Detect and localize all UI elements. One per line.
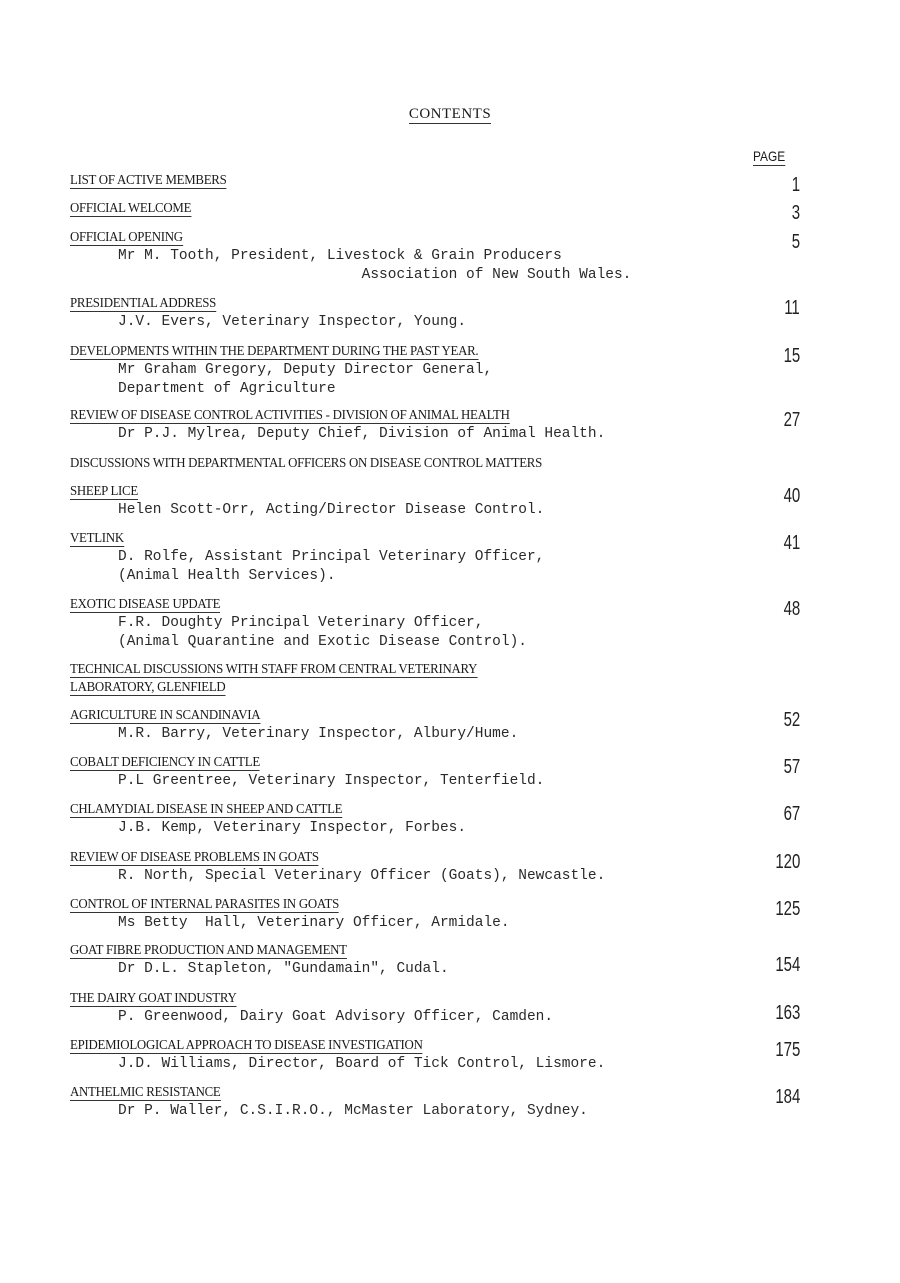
entry-page-number: 57 <box>783 756 800 778</box>
entry-page-number: 1 <box>791 174 800 196</box>
toc-entry <box>70 530 800 586</box>
entry-title <box>70 849 742 867</box>
entry-title-text: THE DAIRY GOAT INDUSTRY <box>70 991 237 1006</box>
entry-title <box>70 801 742 819</box>
entry-title <box>70 754 742 772</box>
toc-entry <box>70 229 800 285</box>
entry-title-text: CONTROL OF INTERNAL PARASITES IN GOATS <box>70 897 339 912</box>
entry-title <box>70 483 742 501</box>
entry-title-text: EXOTIC DISEASE UPDATE <box>70 597 221 612</box>
toc-entry <box>70 596 800 652</box>
entry-page-number: 5 <box>791 231 800 253</box>
entry-author: J.D. Williams, Director, Board of Tick Control, Lismore. <box>118 1056 606 1072</box>
entry-page-number: 52 <box>783 709 800 731</box>
toc-entry <box>70 990 800 1027</box>
entry-author: Dr P. Waller, C.S.I.R.O., McMaster Laboratory, Sydney. <box>118 1103 588 1119</box>
entry-title <box>70 990 742 1008</box>
entry-title-text: AGRICULTURE IN SCANDINAVIA <box>70 708 261 723</box>
entry-page-number: 48 <box>783 598 800 620</box>
page-column-header: PAGE <box>753 148 786 164</box>
entry-title-text: OFFICIAL WELCOME <box>70 201 192 216</box>
entry-title <box>70 1084 742 1102</box>
entry-title-text: DISCUSSIONS WITH DEPARTMENTAL OFFICERS ON DISEASE CONTROL MATTERS <box>70 456 543 471</box>
toc-entry <box>70 295 800 332</box>
entry-title-text: ANTHELMIC RESISTANCE <box>70 1085 221 1100</box>
entry-title-text: LABORATORY, GLENFIELD <box>70 680 226 695</box>
entry-page-number: 184 <box>774 1086 800 1108</box>
page-title <box>0 106 900 123</box>
entry-author: P. Greenwood, Dairy Goat Advisory Officer, Camden. <box>118 1009 554 1025</box>
entry-title <box>70 942 742 960</box>
entry-author: M.R. Barry, Veterinary Inspector, Albury/Hume. <box>118 726 519 742</box>
entry-title <box>70 707 742 725</box>
entry-page-number: 175 <box>774 1039 800 1061</box>
entry-author: (Animal Quarantine and Exotic Disease Control). <box>118 634 527 650</box>
toc-entry <box>70 896 800 933</box>
entry-title <box>70 596 742 614</box>
entry-title-text: CHLAMYDIAL DISEASE IN SHEEP AND CATTLE <box>70 802 343 817</box>
entry-author: Association of New South Wales. <box>118 267 632 283</box>
entry-author: (Animal Health Services). <box>118 568 336 584</box>
entry-author: Dr D.L. Stapleton, "Gundamain", Cudal. <box>118 961 449 977</box>
toc-entry <box>70 849 800 886</box>
entry-page-number: 154 <box>774 954 800 976</box>
entry-page-number: 120 <box>774 851 800 873</box>
entry-page-number: 11 <box>784 297 800 319</box>
entry-page-number: 3 <box>791 202 800 224</box>
entry-page-number: 15 <box>783 345 800 367</box>
entry-author: J.B. Kemp, Veterinary Inspector, Forbes. <box>118 820 467 836</box>
entry-title-text: DEVELOPMENTS WITHIN THE DEPARTMENT DURING THE PAST YEAR. <box>70 344 479 359</box>
toc-entry <box>70 801 800 838</box>
entry-title-text: OFFICIAL OPENING <box>70 230 183 245</box>
entry-title <box>70 200 742 218</box>
toc-entry <box>70 200 800 224</box>
entry-author: Helen Scott-Orr, Acting/Director Disease Control. <box>118 502 545 518</box>
entry-title-text: GOAT FIBRE PRODUCTION AND MANAGEMENT <box>70 943 347 958</box>
toc-entry <box>70 483 800 520</box>
entry-author: Mr M. Tooth, President, Livestock & Grain Producers <box>118 248 562 264</box>
entry-page-number: 67 <box>783 803 800 825</box>
toc-entry <box>70 455 800 473</box>
entry-page-number: 40 <box>783 485 800 507</box>
entry-title <box>70 295 742 313</box>
toc-entry <box>70 407 800 444</box>
entry-author: R. North, Special Veterinary Officer (Goats), Newcastle. <box>118 868 606 884</box>
entry-page-number: 125 <box>774 898 800 920</box>
entry-author: P.L Greentree, Veterinary Inspector, Tenterfield. <box>118 773 545 789</box>
entry-page-number: 41 <box>783 532 800 554</box>
entry-author: Ms Betty Hall, Veterinary Officer, Armidale. <box>118 915 510 931</box>
entry-author: J.V. Evers, Veterinary Inspector, Young. <box>118 314 467 330</box>
toc-entry <box>70 707 800 744</box>
entry-title-continued <box>70 679 742 697</box>
page-title-text: CONTENTS <box>408 106 492 122</box>
entry-author: Dr P.J. Mylrea, Deputy Chief, Division of Animal Health. <box>118 426 606 442</box>
entry-title <box>70 530 742 548</box>
entry-title <box>70 661 742 679</box>
entry-author: Department of Agriculture <box>118 381 336 397</box>
entry-title <box>70 896 742 914</box>
entry-title <box>70 172 742 190</box>
toc-entry <box>70 1037 800 1074</box>
entry-page-number: 163 <box>774 1002 800 1024</box>
entry-title <box>70 229 742 247</box>
entry-title-text: SHEEP LICE <box>70 484 138 499</box>
entry-title-text: LIST OF ACTIVE MEMBERS <box>70 173 227 188</box>
toc-entry <box>70 754 800 791</box>
entry-author: D. Rolfe, Assistant Principal Veterinary Officer, <box>118 549 545 565</box>
entry-page-number: 27 <box>783 409 800 431</box>
entry-title <box>70 1037 742 1055</box>
entry-title-text: REVIEW OF DISEASE CONTROL ACTIVITIES - DIVISION OF ANIMAL HEALTH <box>70 408 510 423</box>
entry-author: F.R. Doughty Principal Veterinary Officer, <box>118 615 484 631</box>
entry-title <box>70 455 742 473</box>
toc-entry <box>70 172 800 196</box>
toc-entry <box>70 1084 800 1121</box>
entry-title-text: TECHNICAL DISCUSSIONS WITH STAFF FROM CENTRAL VETERINARY <box>70 662 478 677</box>
entry-title-text: VETLINK <box>70 531 124 546</box>
entry-author: Mr Graham Gregory, Deputy Director General, <box>118 362 493 378</box>
toc-entry <box>70 942 800 979</box>
toc-entry <box>70 343 800 399</box>
toc-entry <box>70 661 800 697</box>
entry-title-text: COBALT DEFICIENCY IN CATTLE <box>70 755 260 770</box>
entry-title-text: PRESIDENTIAL ADDRESS <box>70 296 217 311</box>
entry-title-text: REVIEW OF DISEASE PROBLEMS IN GOATS <box>70 850 319 865</box>
entry-title <box>70 407 742 425</box>
entry-title-text: EPIDEMIOLOGICAL APPROACH TO DISEASE INVESTIGATION <box>70 1038 423 1053</box>
entry-title <box>70 343 742 361</box>
